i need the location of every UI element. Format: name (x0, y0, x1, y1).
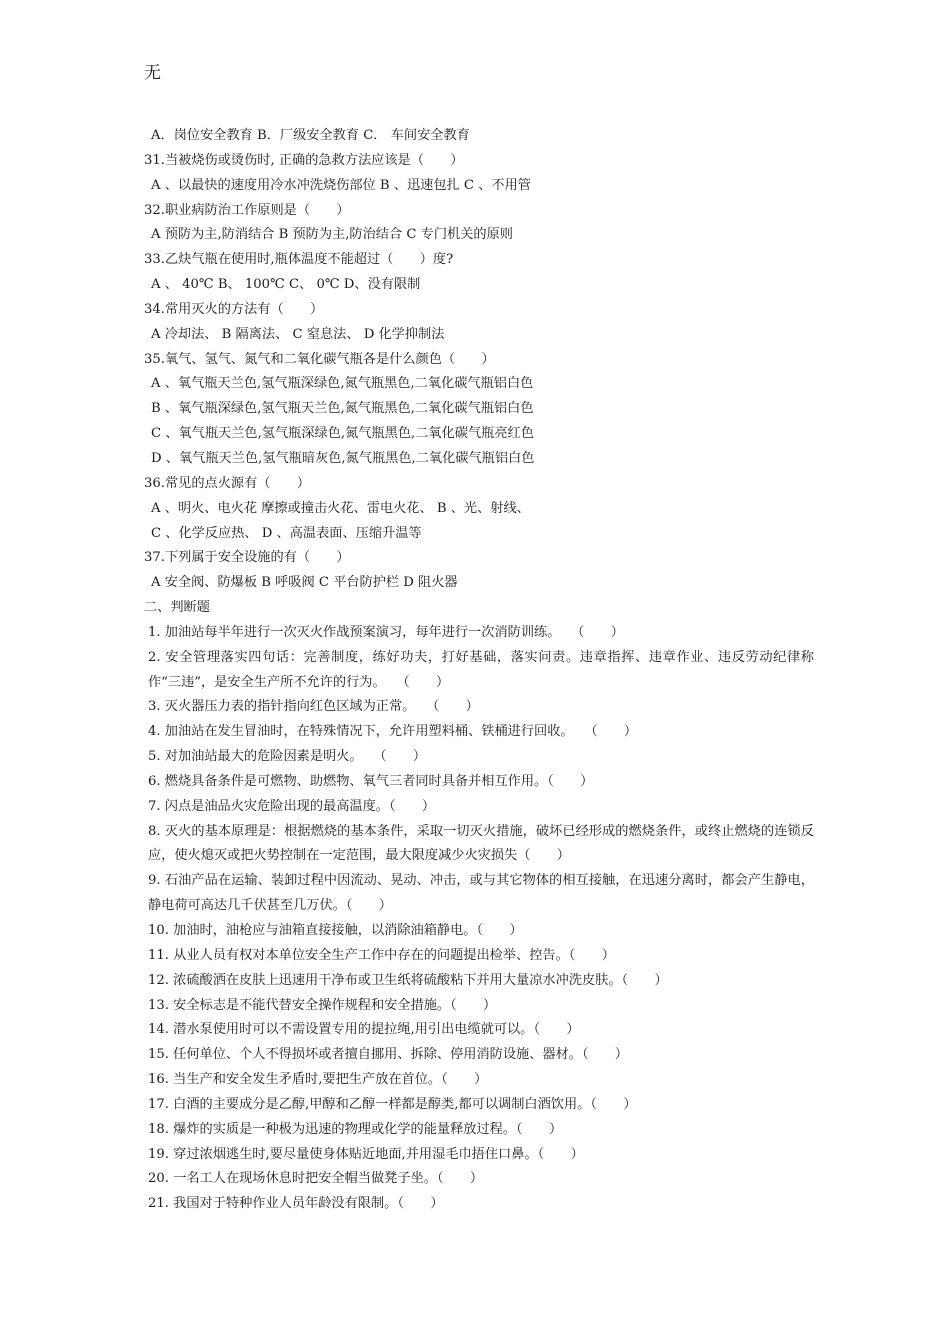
true-false-item: 8. 灭火的基本原理是：根据燃烧的基本条件，采取一切灭火措施，破坏已经形成的燃烧条件，或终止燃烧的连锁反应，使火熄灭或把火势控制在一定范围，最大限度减少火灾损失（ ） (148, 823, 814, 864)
true-false-item: 21. 我国对于特种作业人员年龄没有限制。（ ） (148, 1196, 444, 1212)
document-body (144, 124, 814, 1217)
true-false-item: 3. 灭火器压力表的指针指向红色区域为正常。 （ ） (148, 699, 479, 715)
page-header-title: 无 (144, 63, 161, 83)
true-false-item: 18. 爆炸的实质是一种极为迅速的物理或化学的能量释放过程。（ ） (148, 1121, 563, 1137)
true-false-item: 20. 一名工人在现场休息时把安全帽当做凳子坐。（ ） (148, 1171, 484, 1187)
true-false-item: 15. 任何单位、个人不得损坏或者擅自挪用、拆除、停用消防设施、器材。（ ） (148, 1047, 629, 1063)
true-false-item: 9. 石油产品在运输、装卸过程中因流动、晃动、冲击，或与其它物体的相互接触，在迅速分离时，都会产生静电，静电荷可高达几千伏甚至几万伏。（ ） (148, 873, 814, 914)
answer-options: D 、氧气瓶天兰色,氢气瓶暗灰色,氮气瓶黑色,二氧化碳气瓶铝白色 (151, 450, 535, 466)
true-false-item: 7. 闪点是油品火灾危险出现的最高温度。（ ） (148, 798, 436, 814)
true-false-item: 13. 安全标志是不能代替安全操作规程和安全措施。（ ） (148, 997, 497, 1013)
question-text: 36.常见的点火源有（ ） (144, 475, 311, 491)
question-text: 33.乙炔气瓶在使用时,瓶体温度不能超过（ ）度? (144, 252, 454, 268)
true-false-item: 16. 当生产和安全发生矛盾时,要把生产放在首位。（ ） (148, 1072, 488, 1088)
true-false-item: 6. 燃烧具备条件是可燃物、助燃物、氧气三者同时具备并相互作用。（ ） (148, 773, 594, 789)
true-false-item: 4. 加油站在发生冒油时，在特殊情况下，允许用塑料桶、铁桶进行回收。 （ ） (148, 724, 638, 740)
question-text: 31.当被烧伤或烫伤时, 正确的急救方法应该是（ ） (144, 152, 464, 168)
answer-options: C 、氧气瓶天兰色,氢气瓶深绿色,氮气瓶黑色,二氧化碳气瓶亮红色 (151, 426, 534, 442)
true-false-item: 14. 潜水泵使用时可以不需设置专用的提拉绳,用引出电缆就可以。（ ） (148, 1022, 580, 1038)
true-false-item: 19. 穿过浓烟逃生时,要尽量使身体贴近地面,并用湿毛巾捂住口鼻。（ ） (148, 1146, 584, 1162)
answer-options: A 冷却法、 B 隔离法、 C 窒息法、 D 化学抑制法 (151, 326, 445, 342)
answer-options: A 、 40℃ B、 100℃ C、 0℃ D、没有限制 (151, 277, 421, 293)
true-false-item: 1. 加油站每半年进行一次灭火作战预案演习，每年进行一次消防训练。 （ ） (148, 624, 624, 640)
answer-options: A 、以最快的速度用冷水冲洗烧伤部位 B 、迅速包扎 C 、不用管 (151, 177, 531, 193)
question-text: 37.下列属于安全设施的有（ ） (144, 550, 350, 566)
question-text: 32.职业病防治工作原则是（ ） (144, 202, 350, 218)
answer-options: B 、氧气瓶深绿色,氢气瓶天兰色,氮气瓶黑色,二氧化碳气瓶铝白色 (151, 401, 534, 417)
true-false-item: 5. 对加油站最大的危险因素是明火。 （ ） (148, 749, 427, 765)
section-heading: 二、判断题 (144, 600, 210, 616)
true-false-item: 2. 安全管理落实四句话：完善制度，练好功夫，打好基础，落实问责。违章指挥、违章作业、违反劳动纪律称作“三违”，是安全生产所不允许的行为。 （ ） (148, 649, 814, 690)
true-false-item: 11. 从业人员有权对本单位安全生产工作中存在的问题提出检举、控告。（ ） (148, 947, 615, 963)
answer-options: C 、化学反应热、 D 、高温表面、压缩升温等 (151, 525, 422, 541)
answer-options: A 安全阀、防爆板 B 呼吸阀 C 平台防护栏 D 阻火器 (151, 575, 458, 591)
true-false-item: 17. 白酒的主要成分是乙醇,甲醇和乙醇一样都是醇类,都可以调制白酒饮用。（ ） (148, 1096, 637, 1112)
answer-options: A 、明火、电火花 摩擦或撞击火花、雷电火花、 B 、光、射线、 (151, 500, 530, 516)
answer-options: A．岗位安全教育 B．厂级安全教育 C． 车间安全教育 (151, 128, 470, 143)
true-false-item: 12. 浓硫酸洒在皮肤上迅速用干净布或卫生纸将硫酸粘下并用大量凉水冲洗皮肤。（ ） (148, 972, 668, 988)
answer-options: A 、氧气瓶天兰色,氢气瓶深绿色,氮气瓶黑色,二氧化碳气瓶铝白色 (151, 376, 534, 392)
question-text: 35.氧气、氢气、氮气和二氧化碳气瓶各是什么颜色（ ） (144, 351, 495, 367)
answer-options: A 预防为主,防消结合 B 预防为主,防治结合 C 专门机关的原则 (151, 227, 513, 243)
question-text: 34.常用灭火的方法有（ ） (144, 301, 324, 317)
true-false-item: 10. 加油时，油枪应与油箱直接接触，以消除油箱静电。（ ） (148, 923, 523, 938)
